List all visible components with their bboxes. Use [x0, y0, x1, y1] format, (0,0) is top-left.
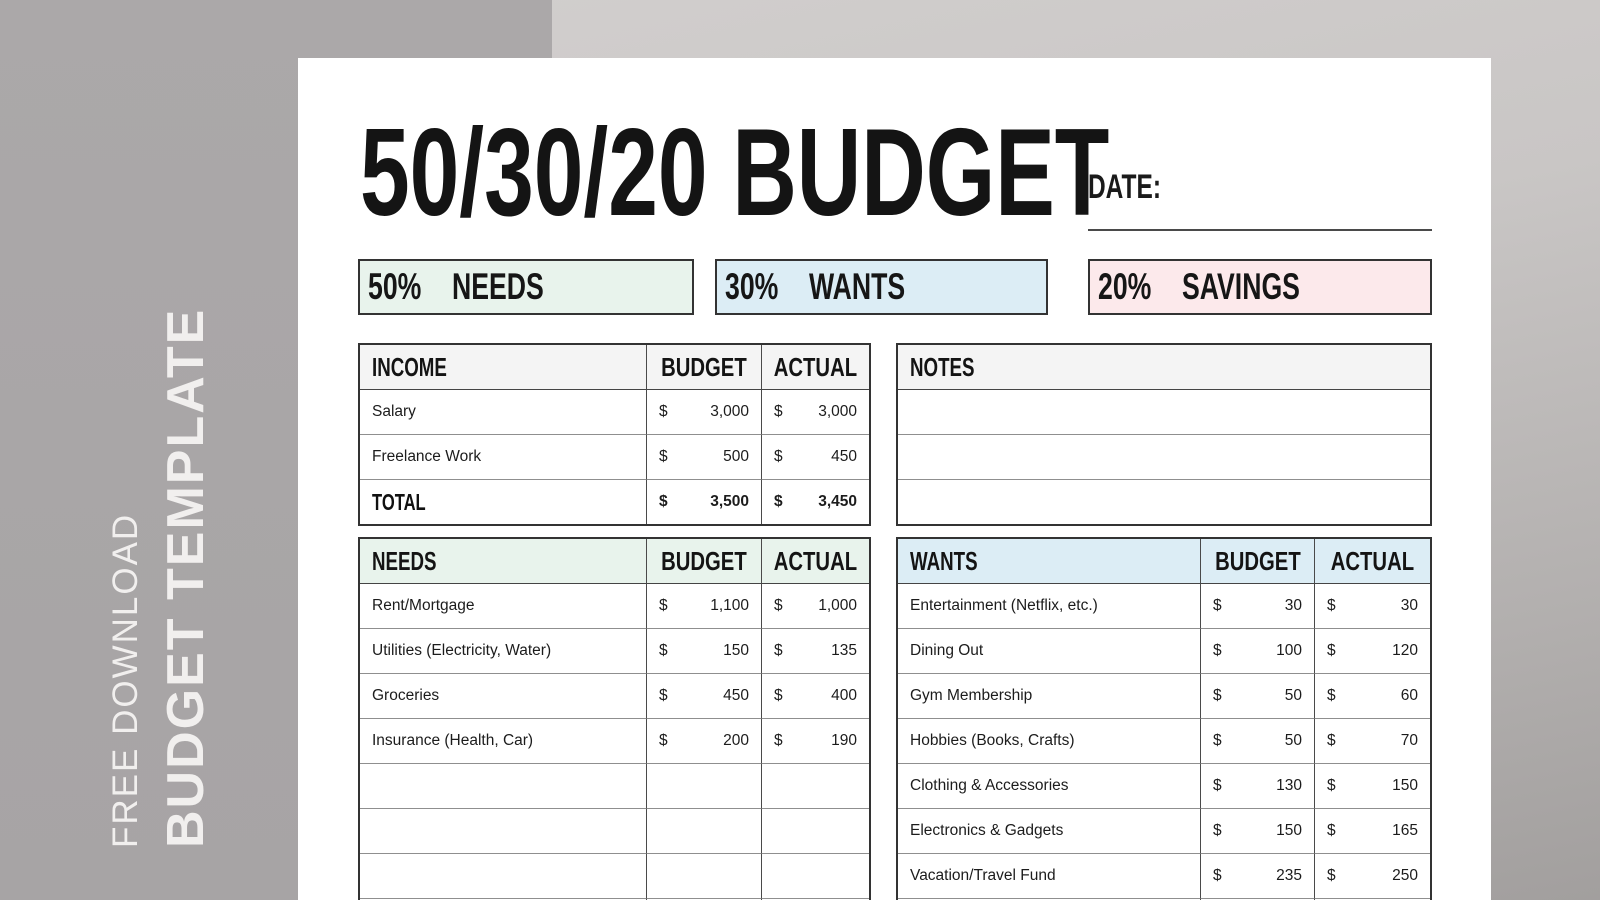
- needs-row-actual: [762, 673, 869, 718]
- currency-symbol: $: [774, 687, 783, 704]
- needs-empty-cell: [762, 763, 869, 808]
- income-total-actual: [762, 479, 869, 524]
- wants-row-actual: [1315, 763, 1430, 808]
- needs-row-actual: [762, 628, 869, 673]
- badge-30-wants: [715, 259, 1048, 315]
- amount: 1,100: [710, 597, 749, 614]
- needs-empty-cell: [762, 853, 869, 898]
- income-total-budget: [647, 479, 762, 524]
- currency-symbol: $: [1327, 867, 1336, 884]
- amount: 200: [723, 732, 749, 749]
- currency-symbol: $: [774, 493, 783, 510]
- amount: 150: [723, 642, 749, 659]
- wants-row-name: Hobbies (Books, Crafts): [898, 718, 1201, 763]
- amount: 70: [1400, 732, 1418, 749]
- date-label: DATE:: [1088, 168, 1161, 206]
- needs-table: [358, 537, 871, 900]
- income-table: [358, 343, 871, 526]
- needs-empty-row: [360, 853, 647, 898]
- wants-row-actual: [1315, 583, 1430, 628]
- needs-row-name: Utilities (Electricity, Water): [360, 628, 647, 673]
- needs-header-label: NEEDS: [372, 545, 437, 576]
- badge-wants-label: WANTS: [809, 266, 906, 307]
- amount: 3,500: [710, 493, 749, 510]
- badge-wants-pct: 30%: [725, 266, 779, 307]
- income-budget-header-label: BUDGET: [661, 351, 747, 382]
- wants-budget-header: [1201, 539, 1315, 583]
- needs-row-budget: [647, 718, 762, 763]
- currency-symbol: $: [1327, 732, 1336, 749]
- wants-row-name: Clothing & Accessories: [898, 763, 1201, 808]
- wants-row-budget: [1201, 808, 1315, 853]
- badge-50-needs: [358, 259, 694, 315]
- watermark-budget-template: BUDGET TEMPLATE: [157, 307, 215, 848]
- income-row-name: Salary: [360, 389, 647, 434]
- wants-actual-header-label: ACTUAL: [1330, 545, 1415, 576]
- amount: 235: [1276, 867, 1302, 884]
- currency-symbol: $: [1327, 822, 1336, 839]
- badge-savings-label: SAVINGS: [1182, 266, 1300, 307]
- income-header: [360, 345, 647, 389]
- income-actual-header: [762, 345, 869, 389]
- currency-symbol: $: [774, 732, 783, 749]
- needs-row-budget: [647, 628, 762, 673]
- currency-symbol: $: [1213, 867, 1222, 884]
- wants-row-actual: [1315, 808, 1430, 853]
- amount: 135: [831, 642, 857, 659]
- notes-row: [898, 479, 1430, 524]
- amount: 150: [1276, 822, 1302, 839]
- wants-budget-header-label: BUDGET: [1214, 545, 1301, 576]
- currency-symbol: $: [1213, 822, 1222, 839]
- wants-row-budget: [1201, 718, 1315, 763]
- notes-row: [898, 434, 1430, 479]
- amount: 30: [1284, 597, 1302, 614]
- badge-savings-pct: 20%: [1098, 266, 1152, 307]
- wants-row-budget: [1201, 763, 1315, 808]
- wants-row-budget: [1201, 853, 1315, 898]
- amount: 130: [1276, 777, 1302, 794]
- amount: 500: [723, 448, 749, 465]
- needs-empty-cell: [647, 763, 762, 808]
- income-row-budget: [647, 389, 762, 434]
- amount: 50: [1284, 687, 1302, 704]
- budget-template-page: [298, 58, 1491, 900]
- needs-row-name: Rent/Mortgage: [360, 583, 647, 628]
- wants-row-name: Electronics & Gadgets: [898, 808, 1201, 853]
- currency-symbol: $: [1327, 687, 1336, 704]
- amount: 3,450: [818, 493, 857, 510]
- needs-row-actual: [762, 583, 869, 628]
- wants-row-name: Vacation/Travel Fund: [898, 853, 1201, 898]
- currency-symbol: $: [774, 597, 783, 614]
- currency-symbol: $: [774, 642, 783, 659]
- currency-symbol: $: [774, 448, 783, 465]
- amount: 400: [831, 687, 857, 704]
- currency-symbol: $: [1213, 687, 1222, 704]
- amount: 3,000: [710, 403, 749, 420]
- wants-row-budget: [1201, 628, 1315, 673]
- income-row-budget: [647, 434, 762, 479]
- wants-header-label: WANTS: [910, 545, 978, 576]
- income-total-label: [360, 479, 647, 524]
- wants-row-actual: [1315, 853, 1430, 898]
- income-header-label: INCOME: [372, 351, 447, 382]
- wants-row-actual: [1315, 718, 1430, 763]
- currency-symbol: $: [1213, 777, 1222, 794]
- amount: 100: [1276, 642, 1302, 659]
- amount: 250: [1392, 867, 1418, 884]
- amount: 60: [1400, 687, 1418, 704]
- wants-row-actual: [1315, 628, 1430, 673]
- income-row-actual: [762, 434, 869, 479]
- amount: 50: [1284, 732, 1302, 749]
- wants-row-actual: [1315, 673, 1430, 718]
- needs-empty-cell: [647, 808, 762, 853]
- wants-row-name: Gym Membership: [898, 673, 1201, 718]
- needs-budget-header-label: BUDGET: [661, 545, 747, 576]
- amount: 1,000: [818, 597, 857, 614]
- notes-header: [898, 345, 1430, 389]
- needs-empty-row: [360, 808, 647, 853]
- currency-symbol: $: [1213, 732, 1222, 749]
- income-budget-header: [647, 345, 762, 389]
- currency-symbol: $: [659, 597, 668, 614]
- badge-needs-pct: 50%: [368, 266, 422, 307]
- needs-empty-cell: [762, 808, 869, 853]
- currency-symbol: $: [1213, 597, 1222, 614]
- page-title-text: 50/30/20 BUDGET: [360, 104, 1110, 242]
- date-field: [1088, 168, 1432, 231]
- amount: 3,000: [818, 403, 857, 420]
- needs-row-actual: [762, 718, 869, 763]
- needs-actual-header-label: ACTUAL: [773, 545, 858, 576]
- amount: 150: [1392, 777, 1418, 794]
- currency-symbol: $: [659, 448, 668, 465]
- needs-row-name: Groceries: [360, 673, 647, 718]
- watermark-free-download: FREE DOWNLOAD: [106, 512, 145, 848]
- currency-symbol: $: [774, 403, 783, 420]
- wants-table: [896, 537, 1432, 900]
- needs-row-name: Insurance (Health, Car): [360, 718, 647, 763]
- notes-table: [896, 343, 1432, 526]
- amount: 450: [723, 687, 749, 704]
- income-row-actual: [762, 389, 869, 434]
- total-text: TOTAL: [372, 488, 426, 515]
- wants-row-name: Entertainment (Netflix, etc.): [898, 583, 1201, 628]
- needs-header: [360, 539, 647, 583]
- currency-symbol: $: [1327, 777, 1336, 794]
- wants-row-budget: [1201, 673, 1315, 718]
- wants-row-name: Dining Out: [898, 628, 1201, 673]
- wants-row-budget: [1201, 583, 1315, 628]
- income-actual-header-label: ACTUAL: [773, 351, 858, 382]
- wants-header: [898, 539, 1201, 583]
- amount: 120: [1392, 642, 1418, 659]
- currency-symbol: $: [1327, 642, 1336, 659]
- notes-row: [898, 389, 1430, 434]
- amount: 190: [831, 732, 857, 749]
- wants-actual-header: [1315, 539, 1430, 583]
- income-row-name: Freelance Work: [360, 434, 647, 479]
- currency-symbol: $: [1327, 597, 1336, 614]
- currency-symbol: $: [659, 403, 668, 420]
- amount: 450: [831, 448, 857, 465]
- amount: 30: [1400, 597, 1418, 614]
- currency-symbol: $: [659, 493, 668, 510]
- needs-budget-header: [647, 539, 762, 583]
- needs-actual-header: [762, 539, 869, 583]
- needs-empty-cell: [647, 853, 762, 898]
- badge-20-savings: [1088, 259, 1432, 315]
- currency-symbol: $: [1213, 642, 1222, 659]
- currency-symbol: $: [659, 732, 668, 749]
- notes-header-label: NOTES: [910, 351, 975, 382]
- currency-symbol: $: [659, 642, 668, 659]
- amount: 165: [1392, 822, 1418, 839]
- currency-symbol: $: [659, 687, 668, 704]
- needs-empty-row: [360, 763, 647, 808]
- needs-row-budget: [647, 673, 762, 718]
- badge-needs-label: NEEDS: [452, 266, 544, 307]
- needs-row-budget: [647, 583, 762, 628]
